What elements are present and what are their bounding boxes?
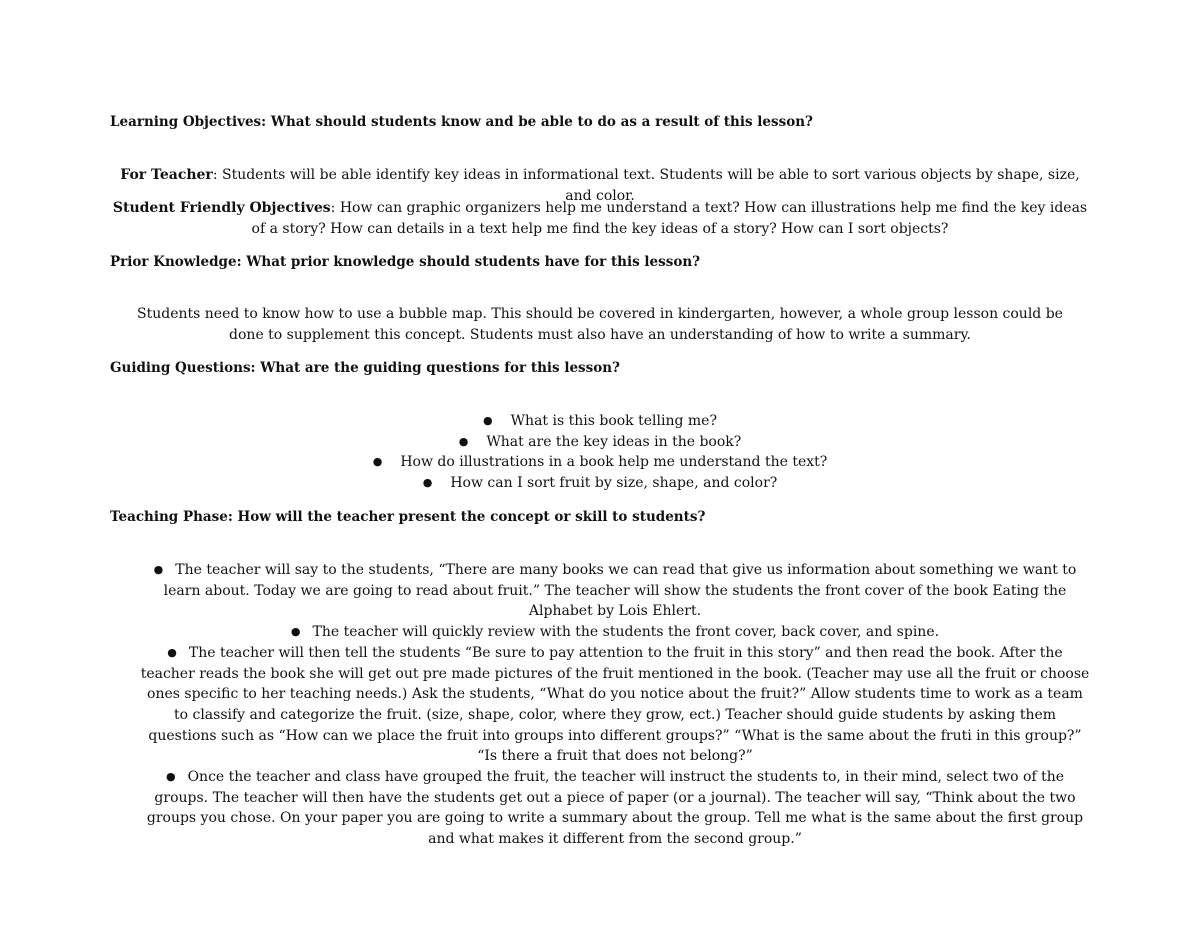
- learning-objectives-heading: Learning Objectives: What should students know and be able to do as a result of this lesson?: [110, 114, 813, 130]
- list-item: ● The teacher will quickly review with the students the front cover, back cover, and spine.: [140, 622, 1090, 643]
- list-item: ● How can I sort fruit by size, shape, and color?: [0, 473, 1200, 494]
- for-teacher-label: For Teacher: [120, 167, 213, 183]
- list-item: ● What is this book telling me?: [0, 411, 1200, 432]
- student-friendly-text: : How can graphic organizers help me understand a text? How can illustrations help me find the key ideas of a story? How can details in a text help me find the key ideas of a story? How can I sort objects?: [251, 200, 1088, 237]
- teaching-phase-list: [140, 560, 1090, 850]
- bullet-icon: ●: [165, 770, 176, 784]
- list-item: ● What are the key ideas in the book?: [0, 432, 1200, 453]
- guiding-questions-list: [0, 411, 1200, 494]
- prior-knowledge-heading: Prior Knowledge: What prior knowledge should students have for this lesson?: [110, 254, 701, 270]
- bullet-icon: ●: [167, 645, 177, 659]
- bullet-icon: ●: [372, 455, 383, 469]
- bullet-icon: ●: [290, 625, 301, 639]
- bullet-icon: ●: [153, 563, 164, 576]
- list-item: ● How do illustrations in a book help me understand the text?: [0, 452, 1200, 473]
- prior-knowledge-text: Students need to know how to use a bubble map. This should be covered in kindergarten, however, a whole group lesson could be done to supplement this concept. Students must also have an understanding of how to write a summary.: [137, 306, 1063, 343]
- list-item: ● The teacher will then tell the students “Be sure to pay attention to the fruit in this story” and then read the book. After the teacher reads the book she will get out pre made pictures of the fruit mentioned in the book. (Teacher may use all the fruit or choose ones specific to her teaching needs.) Ask the students, “What do you notice about the fruit?” Allow students time to work as a team to classify and categorize the fruit. (size, shape, color, where they grow, ect.) Teacher should guide students by asking them questions such as “How can we place the fruit into groups into different groups?” “What is the same about the fruti in this group?” “Is there a fruit that does not belong?”: [140, 644, 1090, 765]
- bullet-icon: ●: [483, 414, 493, 427]
- bullet-icon: ●: [458, 434, 469, 448]
- guiding-questions-heading: Guiding Questions: What are the guiding questions for this lesson?: [110, 360, 620, 376]
- teaching-phase-heading: Teaching Phase: How will the teacher present the concept or skill to students?: [110, 509, 706, 525]
- student-friendly-label: Student Friendly Objectives: [112, 200, 331, 216]
- list-item: ● The teacher will say to the students, “There are many books we can read that give us information about something we want to learn about. Today we are going to read about fruit.” The teacher will show the students the front cover of the book Eating the Alphabet by Lois Ehlert.: [153, 562, 1077, 620]
- for-teacher-text: : Students will be able identify key ideas in informational text. Students will be able to sort various objects by shape, size, and color.: [212, 167, 1080, 204]
- bullet-icon: ●: [422, 476, 433, 490]
- student-friendly-paragraph: [110, 198, 1090, 240]
- list-item: ● Once the teacher and class have grouped the fruit, the teacher will instruct the students to, in their mind, select two of the groups. The teacher will then have the students get out a piece of paper (or a journal). The teacher will say, “Think about the two groups you chose. On your paper you are going to write a summary about the group. Tell me what is the same about the first group and what makes it different from the second group.”: [146, 769, 1084, 848]
